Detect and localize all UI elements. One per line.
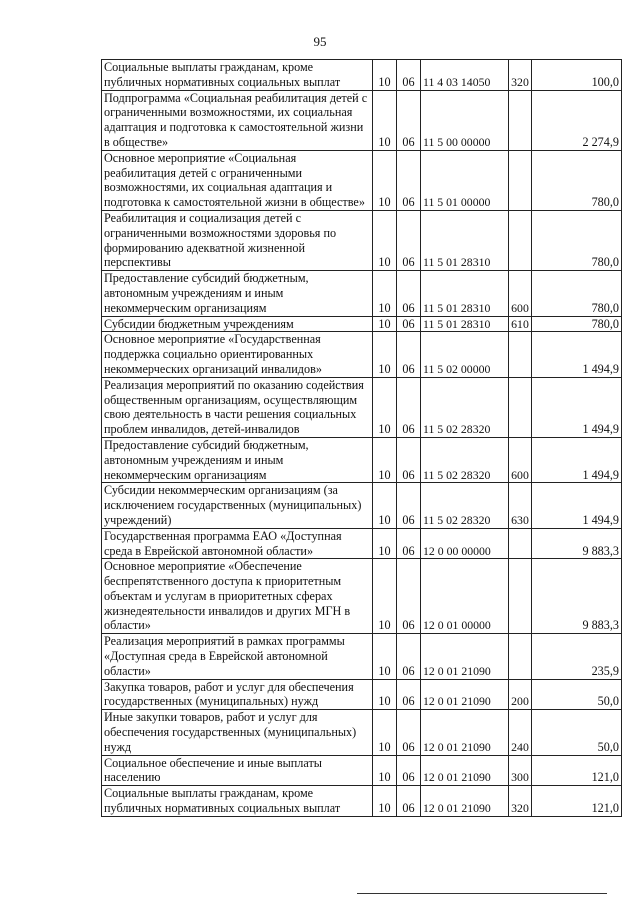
row-target-article-code: 12 0 01 21090 — [421, 679, 509, 710]
row-amount: 50,0 — [532, 710, 622, 755]
row-target-article-code: 12 0 01 21090 — [421, 710, 509, 755]
budget-table — [101, 59, 622, 817]
row-section-code: 10 — [373, 60, 397, 91]
row-name: Предоставление субсидий бюджетным, автономным учреждениям и иным некоммерческим организациям — [102, 271, 373, 316]
table-row — [102, 679, 622, 710]
footer-rule — [357, 893, 607, 894]
row-expense-type-code: 610 — [509, 316, 532, 332]
row-expense-type-code: 240 — [509, 710, 532, 755]
row-target-article-code: 11 5 01 28310 — [421, 316, 509, 332]
page-number: 95 — [313, 34, 327, 49]
table-row — [102, 786, 622, 817]
row-subsection-code: 06 — [397, 679, 421, 710]
row-amount: 780,0 — [532, 316, 622, 332]
row-expense-type-code: 320 — [509, 60, 532, 91]
table-row — [102, 634, 622, 679]
row-amount: 1 494,9 — [532, 377, 622, 437]
row-name: Социальное обеспечение и иные выплаты населению — [102, 755, 373, 786]
row-subsection-code: 06 — [397, 559, 421, 634]
row-section-code: 10 — [373, 210, 397, 270]
row-name: Основное мероприятие «Обеспечение беспрепятственного доступа к приоритетным объектам и услугам в приоритетных сферах жизнедеятельности инвалидов и других МГН в области» — [102, 559, 373, 634]
row-section-code: 10 — [373, 90, 397, 150]
table-row — [102, 377, 622, 437]
row-target-article-code: 11 4 03 14050 — [421, 60, 509, 91]
table-row — [102, 483, 622, 528]
table-row — [102, 528, 622, 559]
row-subsection-code: 06 — [397, 316, 421, 332]
row-section-code: 10 — [373, 437, 397, 482]
row-name: Основное мероприятие «Государственная поддержка социально ориентированных некоммерческих организаций инвалидов» — [102, 332, 373, 377]
table-row — [102, 755, 622, 786]
row-target-article-code: 11 5 02 28320 — [421, 377, 509, 437]
row-subsection-code: 06 — [397, 710, 421, 755]
row-name: Государственная программа ЕАО «Доступная среда в Еврейской автономной области» — [102, 528, 373, 559]
row-name: Реализация мероприятий по оказанию содействия общественным организациям, осуществляющим свою деятельность в части решения социальных проблем инвалидов, детей-инвалидов — [102, 377, 373, 437]
row-expense-type-code — [509, 634, 532, 679]
table-row — [102, 437, 622, 482]
row-target-article-code: 11 5 02 28320 — [421, 483, 509, 528]
row-amount: 121,0 — [532, 786, 622, 817]
table-row — [102, 271, 622, 316]
table-row — [102, 210, 622, 270]
row-subsection-code: 06 — [397, 90, 421, 150]
row-target-article-code: 12 0 01 21090 — [421, 634, 509, 679]
table-row — [102, 710, 622, 755]
row-name: Закупка товаров, работ и услуг для обеспечения государственных (муниципальных) нужд — [102, 679, 373, 710]
row-name: Предоставление субсидий бюджетным, автономным учреждениям и иным некоммерческим организациям — [102, 437, 373, 482]
row-section-code: 10 — [373, 150, 397, 210]
row-name: Подпрограмма «Социальная реабилитация детей с ограниченными возможностями, их социальная адаптация и подготовка к самостоятельной жизни в обществе» — [102, 90, 373, 150]
row-subsection-code: 06 — [397, 377, 421, 437]
row-amount: 9 883,3 — [532, 528, 622, 559]
row-target-article-code: 11 5 02 28320 — [421, 437, 509, 482]
row-expense-type-code — [509, 528, 532, 559]
table-row — [102, 559, 622, 634]
row-section-code: 10 — [373, 377, 397, 437]
row-amount: 50,0 — [532, 679, 622, 710]
row-amount: 780,0 — [532, 271, 622, 316]
row-expense-type-code — [509, 559, 532, 634]
row-name: Основное мероприятие «Социальная реабилитация детей с ограниченными возможностями, их социальная адаптация и подготовка к самостоятельной жизни в обществе» — [102, 150, 373, 210]
row-expense-type-code: 600 — [509, 271, 532, 316]
budget-table-body — [102, 60, 622, 817]
row-amount: 235,9 — [532, 634, 622, 679]
row-expense-type-code: 600 — [509, 437, 532, 482]
table-row — [102, 90, 622, 150]
row-expense-type-code — [509, 90, 532, 150]
row-section-code: 10 — [373, 483, 397, 528]
row-name: Субсидии некоммерческим организациям (за исключением государственных (муниципальных) учреждений) — [102, 483, 373, 528]
row-subsection-code: 06 — [397, 150, 421, 210]
row-name: Субсидии бюджетным учреждениям — [102, 316, 373, 332]
row-section-code: 10 — [373, 316, 397, 332]
row-subsection-code: 06 — [397, 60, 421, 91]
row-expense-type-code: 630 — [509, 483, 532, 528]
row-section-code: 10 — [373, 710, 397, 755]
row-section-code: 10 — [373, 332, 397, 377]
row-section-code: 10 — [373, 679, 397, 710]
row-amount: 121,0 — [532, 755, 622, 786]
table-row — [102, 150, 622, 210]
table-row — [102, 332, 622, 377]
row-target-article-code: 12 0 01 21090 — [421, 755, 509, 786]
row-expense-type-code: 300 — [509, 755, 532, 786]
row-target-article-code: 12 0 00 00000 — [421, 528, 509, 559]
row-target-article-code: 11 5 01 00000 — [421, 150, 509, 210]
row-name: Иные закупки товаров, работ и услуг для обеспечения государственных (муниципальных) нужд — [102, 710, 373, 755]
row-amount: 1 494,9 — [532, 483, 622, 528]
row-target-article-code: 12 0 01 21090 — [421, 786, 509, 817]
row-expense-type-code — [509, 332, 532, 377]
row-target-article-code: 12 0 01 00000 — [421, 559, 509, 634]
row-subsection-code: 06 — [397, 210, 421, 270]
row-section-code: 10 — [373, 634, 397, 679]
row-section-code: 10 — [373, 559, 397, 634]
row-section-code: 10 — [373, 755, 397, 786]
row-amount: 1 494,9 — [532, 437, 622, 482]
row-section-code: 10 — [373, 786, 397, 817]
row-section-code: 10 — [373, 528, 397, 559]
row-expense-type-code: 200 — [509, 679, 532, 710]
row-subsection-code: 06 — [397, 483, 421, 528]
row-subsection-code: 06 — [397, 755, 421, 786]
row-amount: 1 494,9 — [532, 332, 622, 377]
row-name: Социальные выплаты гражданам, кроме публичных нормативных социальных выплат — [102, 786, 373, 817]
row-amount: 9 883,3 — [532, 559, 622, 634]
row-amount: 780,0 — [532, 150, 622, 210]
row-name: Реабилитация и социализация детей с ограниченными возможностями здоровья по формированию адекватной жизненной перспективы — [102, 210, 373, 270]
row-target-article-code: 11 5 00 00000 — [421, 90, 509, 150]
table-row — [102, 60, 622, 91]
row-subsection-code: 06 — [397, 332, 421, 377]
row-target-article-code: 11 5 01 28310 — [421, 271, 509, 316]
row-amount: 100,0 — [532, 60, 622, 91]
row-subsection-code: 06 — [397, 528, 421, 559]
row-amount: 2 274,9 — [532, 90, 622, 150]
row-expense-type-code — [509, 210, 532, 270]
table-row — [102, 316, 622, 332]
row-subsection-code: 06 — [397, 786, 421, 817]
row-amount: 780,0 — [532, 210, 622, 270]
row-expense-type-code — [509, 377, 532, 437]
row-name: Реализация мероприятий в рамках программы «Доступная среда в Еврейской автономной области» — [102, 634, 373, 679]
row-subsection-code: 06 — [397, 437, 421, 482]
row-subsection-code: 06 — [397, 271, 421, 316]
row-name: Социальные выплаты гражданам, кроме публичных нормативных социальных выплат — [102, 60, 373, 91]
row-target-article-code: 11 5 01 28310 — [421, 210, 509, 270]
row-subsection-code: 06 — [397, 634, 421, 679]
row-expense-type-code: 320 — [509, 786, 532, 817]
row-target-article-code: 11 5 02 00000 — [421, 332, 509, 377]
row-expense-type-code — [509, 150, 532, 210]
row-section-code: 10 — [373, 271, 397, 316]
